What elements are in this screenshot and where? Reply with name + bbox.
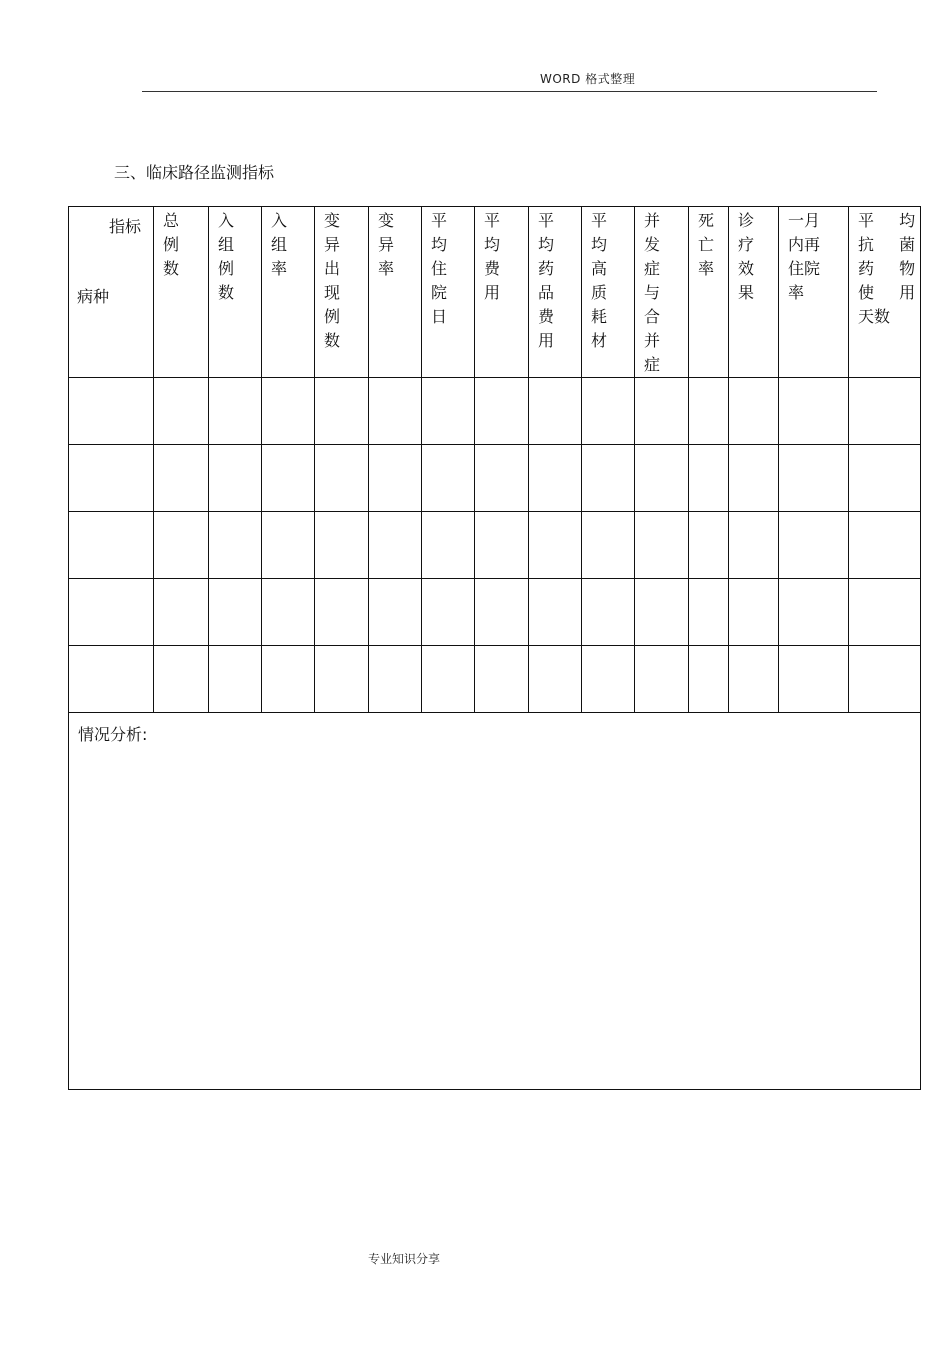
table-row — [69, 378, 921, 445]
col-header-enrollment-rate: 入组率 — [262, 207, 315, 378]
value-cell[interactable] — [315, 579, 369, 646]
table-row — [69, 579, 921, 646]
value-cell[interactable] — [529, 646, 582, 713]
value-cell[interactable] — [315, 445, 369, 512]
value-cell[interactable] — [209, 512, 262, 579]
value-cell[interactable] — [154, 579, 209, 646]
value-cell[interactable] — [582, 512, 635, 579]
value-cell[interactable] — [779, 646, 849, 713]
value-cell[interactable] — [729, 512, 779, 579]
table-row — [69, 646, 921, 713]
value-cell[interactable] — [635, 646, 689, 713]
value-cell[interactable] — [529, 512, 582, 579]
page-footer: 专业知识分享 — [368, 1252, 441, 1266]
col-header-avg-stay: 平均住院日 — [422, 207, 475, 378]
table-row — [69, 445, 921, 512]
value-cell[interactable] — [729, 646, 779, 713]
corner-label-disease: 病种 — [77, 287, 110, 306]
value-cell[interactable] — [154, 445, 209, 512]
value-cell[interactable] — [529, 445, 582, 512]
value-cell[interactable] — [369, 646, 422, 713]
value-cell[interactable] — [582, 646, 635, 713]
value-cell[interactable] — [635, 579, 689, 646]
value-cell[interactable] — [849, 646, 921, 713]
page-header: WORD 格式整理 — [540, 72, 636, 86]
col-header-readmission: 一月 内再 住院 率 — [779, 207, 849, 378]
value-cell[interactable] — [729, 579, 779, 646]
col-header-mortality: 死亡率 — [689, 207, 729, 378]
value-cell[interactable] — [422, 378, 475, 445]
value-cell[interactable] — [475, 445, 529, 512]
disease-cell[interactable] — [69, 646, 154, 713]
value-cell[interactable] — [779, 445, 849, 512]
value-cell[interactable] — [154, 646, 209, 713]
value-cell[interactable] — [635, 445, 689, 512]
value-cell[interactable] — [635, 378, 689, 445]
value-cell[interactable] — [779, 512, 849, 579]
value-cell[interactable] — [849, 445, 921, 512]
value-cell[interactable] — [849, 579, 921, 646]
value-cell[interactable] — [315, 378, 369, 445]
header-row — [69, 207, 921, 378]
data-rows — [69, 378, 921, 713]
value-cell[interactable] — [209, 378, 262, 445]
header-rule — [142, 91, 877, 92]
value-cell[interactable] — [209, 646, 262, 713]
value-cell[interactable] — [154, 512, 209, 579]
col-header-variation-cases: 变异出现例数 — [315, 207, 369, 378]
value-cell[interactable] — [729, 445, 779, 512]
value-cell[interactable] — [582, 579, 635, 646]
value-cell[interactable] — [849, 378, 921, 445]
table-row — [69, 512, 921, 579]
value-cell[interactable] — [369, 512, 422, 579]
value-cell[interactable] — [582, 378, 635, 445]
col-header-avg-drug-cost: 平均药品费用 — [529, 207, 582, 378]
value-cell[interactable] — [529, 378, 582, 445]
value-cell[interactable] — [779, 579, 849, 646]
value-cell[interactable] — [422, 579, 475, 646]
disease-cell[interactable] — [69, 512, 154, 579]
value-cell[interactable] — [689, 579, 729, 646]
col-header-variation-rate: 变异率 — [369, 207, 422, 378]
value-cell[interactable] — [209, 445, 262, 512]
col-header-antibiotic-days: 平 均 抗 菌 药 物 使 用 天数 — [849, 207, 921, 378]
analysis-row — [69, 713, 921, 1090]
analysis-cell[interactable] — [69, 713, 921, 1090]
monitoring-table — [68, 206, 921, 1090]
value-cell[interactable] — [369, 445, 422, 512]
value-cell[interactable] — [209, 579, 262, 646]
value-cell[interactable] — [475, 579, 529, 646]
col-header-avg-cost: 平均费用 — [475, 207, 529, 378]
col-header-enrolled-cases: 入组例数 — [209, 207, 262, 378]
value-cell[interactable] — [422, 646, 475, 713]
col-header-treatment-effect: 诊 疗 效 果 — [729, 207, 779, 378]
value-cell[interactable] — [315, 646, 369, 713]
disease-cell[interactable] — [69, 579, 154, 646]
value-cell[interactable] — [849, 512, 921, 579]
value-cell[interactable] — [315, 512, 369, 579]
disease-cell[interactable] — [69, 378, 154, 445]
value-cell[interactable] — [475, 646, 529, 713]
value-cell[interactable] — [154, 378, 209, 445]
analysis-label: 情况分析: — [78, 725, 148, 744]
value-cell[interactable] — [729, 378, 779, 445]
value-cell[interactable] — [262, 378, 315, 445]
value-cell[interactable] — [529, 579, 582, 646]
value-cell[interactable] — [369, 579, 422, 646]
value-cell[interactable] — [369, 378, 422, 445]
corner-cell — [69, 207, 154, 378]
value-cell[interactable] — [262, 512, 315, 579]
value-cell[interactable] — [635, 512, 689, 579]
value-cell[interactable] — [689, 445, 729, 512]
section-title: 三、临床路径监测指标 — [114, 163, 275, 182]
corner-label-indicator: 指标 — [108, 217, 141, 236]
value-cell[interactable] — [262, 579, 315, 646]
col-header-total-cases: 总例数 — [154, 207, 209, 378]
value-cell[interactable] — [262, 445, 315, 512]
value-cell[interactable] — [262, 646, 315, 713]
value-cell[interactable] — [475, 378, 529, 445]
value-cell[interactable] — [779, 378, 849, 445]
value-cell[interactable] — [422, 512, 475, 579]
col-header-complications: 并发症与合并症 — [635, 207, 689, 378]
value-cell[interactable] — [689, 646, 729, 713]
value-cell[interactable] — [689, 378, 729, 445]
disease-cell[interactable] — [69, 445, 154, 512]
value-cell[interactable] — [422, 445, 475, 512]
value-cell[interactable] — [475, 512, 529, 579]
value-cell[interactable] — [582, 445, 635, 512]
col-header-avg-consumables: 平均高质耗材 — [582, 207, 635, 378]
value-cell[interactable] — [689, 512, 729, 579]
